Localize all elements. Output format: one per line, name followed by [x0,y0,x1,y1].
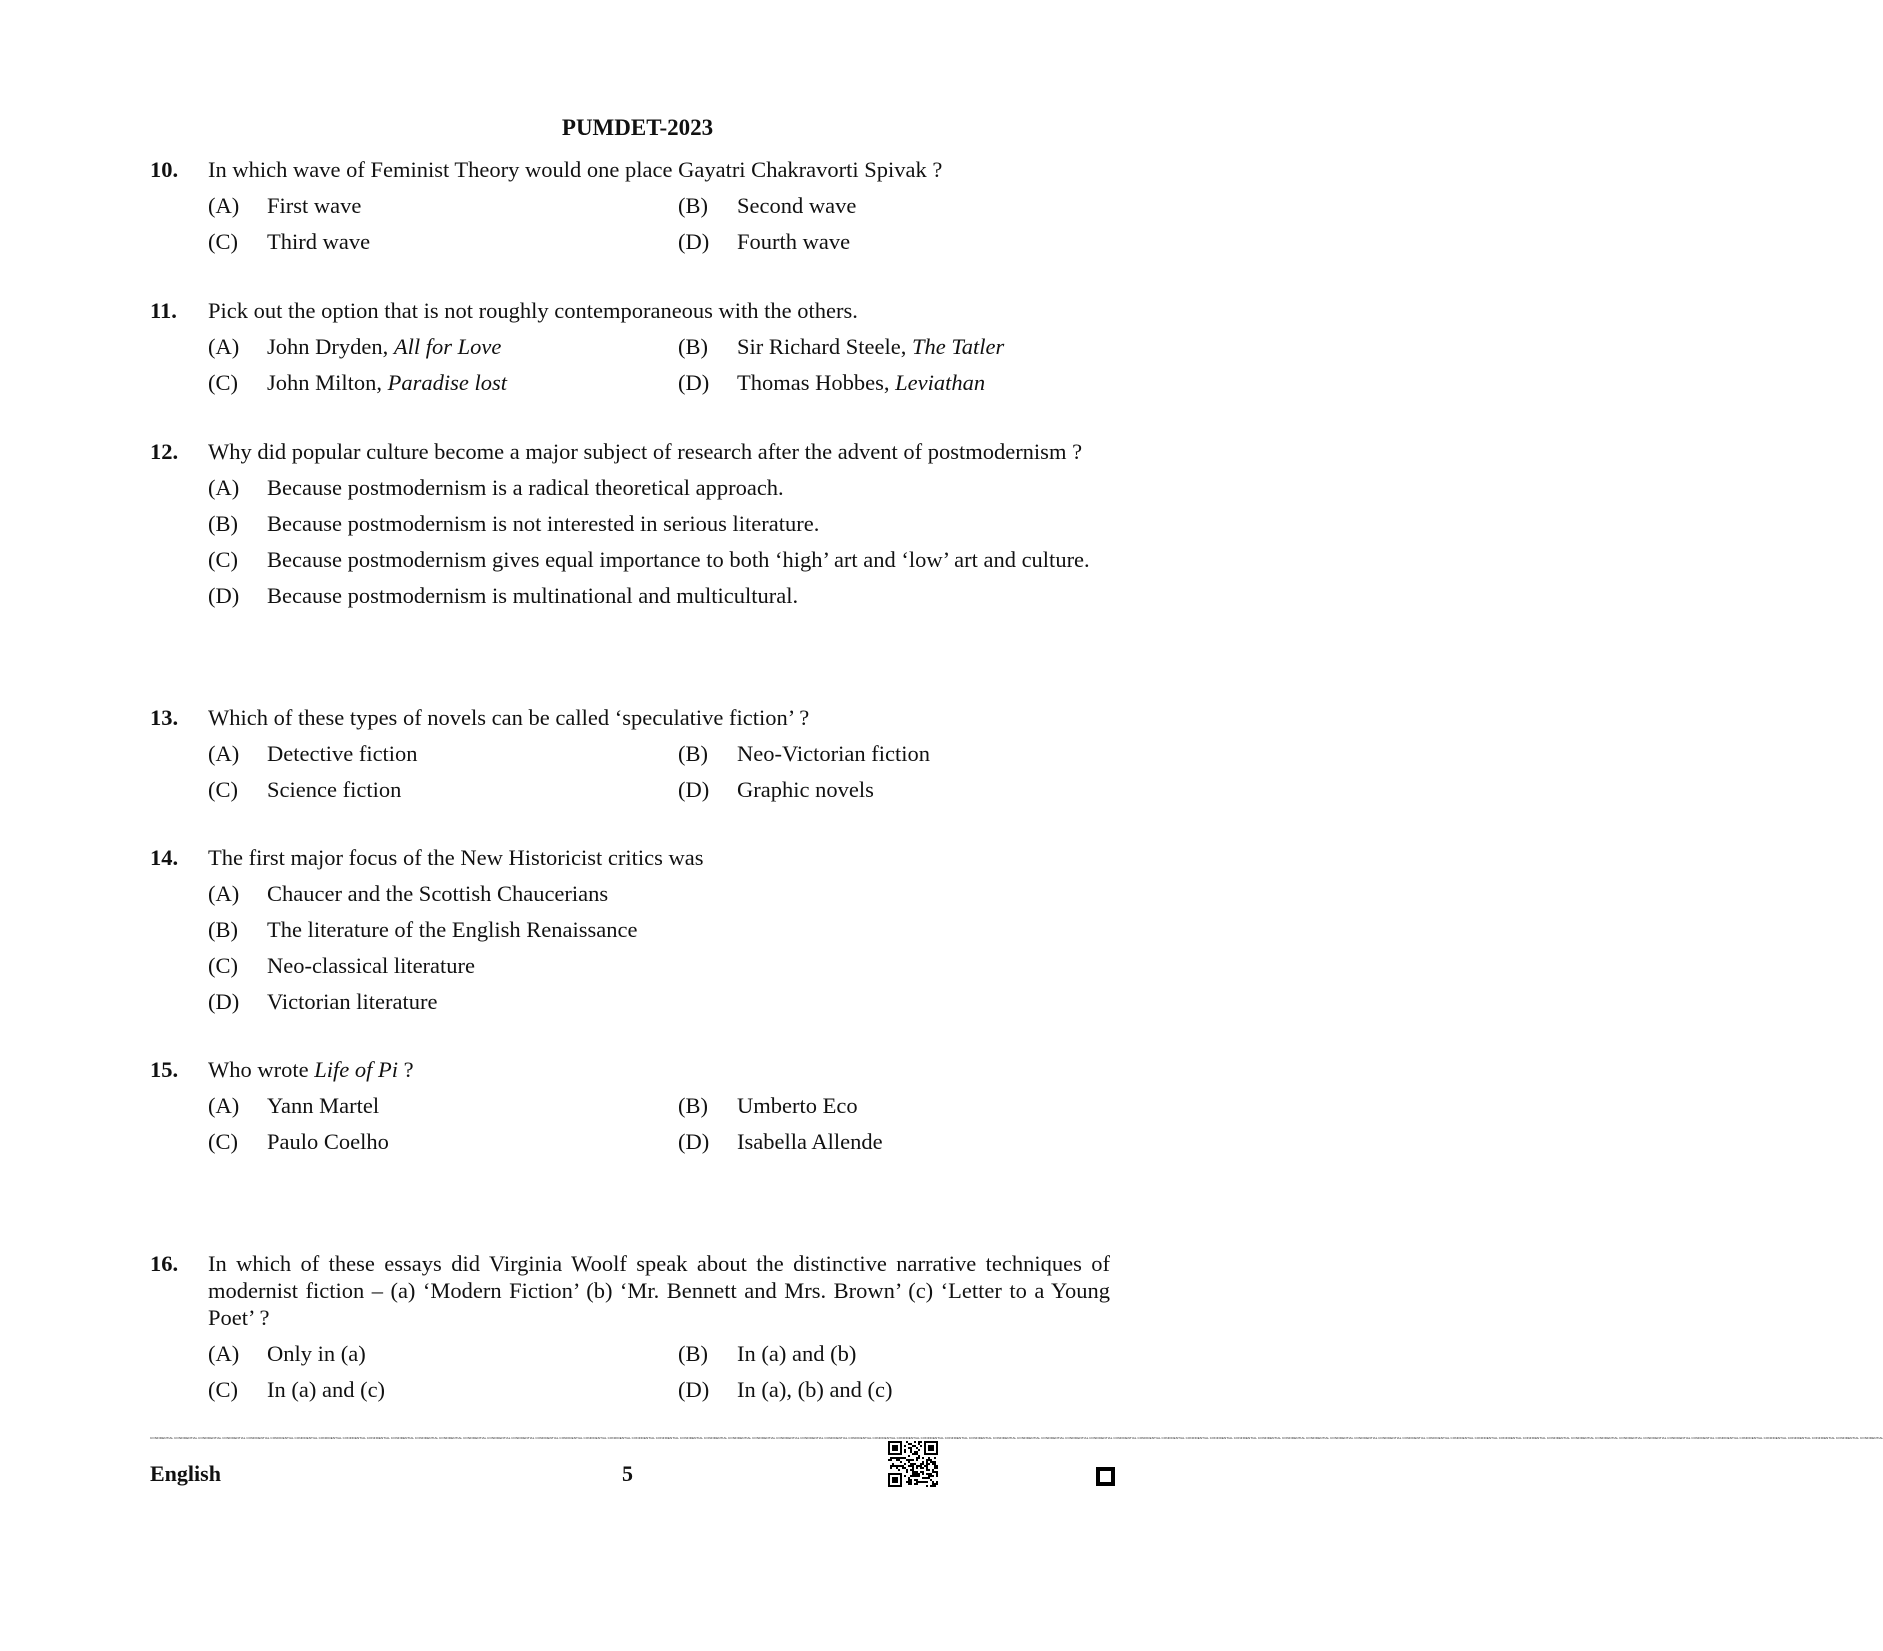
option-label: (A) [208,193,240,218]
option-label: (A) [208,1341,240,1366]
question-text: In which wave of Feminist Theory would one place Gayatri Chakravorti Spivak ? [208,157,943,182]
option-text: Chaucer and the Scottish Chaucerians [267,881,609,906]
option-text: First wave [267,193,362,218]
option-text: In (a) and (b) [737,1341,857,1366]
option-label: (D) [678,1129,710,1154]
option-text: Fourth wave [737,229,851,254]
option-label: (B) [678,741,708,766]
book-title: Life of Pi [314,1057,398,1082]
option-a [208,1340,678,1367]
option-d [208,988,1110,1015]
option-a [208,192,678,219]
question-13 [150,704,1110,803]
question-11 [150,297,1110,396]
option-label: (B) [678,334,708,359]
option-text: Because postmodernism is not interested in serious literature. [267,511,820,536]
question-text-tail: ? [397,1057,414,1082]
option-author: John Milton, [267,370,388,395]
option-label: (B) [208,511,238,536]
option-d [678,369,1118,396]
option-text: Because postmodernism is a radical theoretical approach. [267,475,784,500]
question-number: 12. [150,439,179,464]
question-text: The first major focus of the New Historicist critics was [208,845,704,870]
option-text: Because postmodernism gives equal importance to both ‘high’ art and ‘low’ art and culture. [267,547,1090,572]
option-text: The literature of the English Renaissance [267,917,638,942]
question-text-lead: Who wrote [208,1057,315,1082]
option-label: (C) [208,777,238,802]
page-number: 5 [622,1461,633,1486]
option-label: (B) [208,917,238,942]
qr-code-icon [888,1441,938,1487]
question-12 [150,438,1110,618]
option-title: Leviathan [895,370,986,395]
option-text: Detective fiction [267,741,418,766]
option-title: The Tatler [911,334,1005,359]
option-b [678,333,1118,360]
option-label: (B) [678,1341,708,1366]
option-text: Victorian literature [267,989,438,1014]
option-label: (B) [678,193,708,218]
option-text: Neo-classical literature [267,953,476,978]
option-text: Neo-Victorian fiction [737,741,930,766]
option-text: Isabella Allende [737,1129,883,1154]
option-label: (A) [208,475,240,500]
option-label: (D) [208,583,240,608]
option-author: Sir Richard Steele, [737,334,912,359]
option-text: In (a), (b) and (c) [737,1377,893,1402]
option-text: Science fiction [267,777,402,802]
option-d [208,582,1110,609]
option-text: In (a) and (c) [267,1377,386,1402]
question-15 [150,1056,1110,1155]
option-c [208,1376,678,1403]
option-b [208,916,1110,943]
option-label: (C) [208,229,238,254]
option-text [267,333,678,360]
option-d [678,228,1118,255]
option-b [678,1340,1118,1367]
option-b [678,1092,1118,1119]
option-text: Third wave [267,229,371,254]
option-a [208,880,1110,907]
option-author: John Dryden, [267,334,394,359]
confidential-strip: CONFIDENTIAL CONFIDENTIAL CONFIDENTIAL CONFIDENTIAL CONFIDENTIAL CONFIDENTIAL CONFIDENTIAL CONFIDENTIAL CONFIDENTIAL CONFIDENTIAL CONFIDENTIAL CONFIDENTIAL CONFIDENTIAL CONFIDENTIAL CONFIDENTIAL CONFIDENTIAL CONFIDENTIAL CONFIDENTIAL CONFIDENTIAL CONFIDENTIAL CONFIDENTIAL CONFIDENTIAL CONFIDENTIAL CONFIDENTIAL CONFIDENTIAL CONFIDENTIAL CONFIDENTIAL CONFIDENTIAL CONFIDENTIAL CONFIDENTIAL CONFIDENTIAL CONFIDENTIAL CONFIDENTIAL CONFIDENTIAL CONFIDENTIAL CONFIDENTIAL CONFIDENTIAL CONFIDENTIAL CONFIDENTIAL CONFIDENTIAL CONFIDENTIAL CONFIDENTIAL CONFIDENTIAL CONFIDENTIAL CONFIDENTIAL CONFIDENTIAL CONFIDENTIAL CONFIDENTIAL CONFIDENTIAL CONFIDENTIAL CONFIDENTIAL CONFIDENTIAL CONFIDENTIAL CONFIDENTIAL CONFIDENTIAL CONFIDENTIAL CONFIDENTIAL CONFIDENTIAL CONFIDENTIAL CONFIDENTIAL CONFIDENTIAL CONFIDENTIAL CONFIDENTIAL CONFIDENTIAL CONFIDENTIAL CONFIDENTIAL CONFIDENTIAL CONFIDENTIAL CONFIDENTIAL CONFIDENTIAL CONFIDENTIAL CONFIDENTIAL [150,1436,1883,1440]
option-text: Second wave [737,193,857,218]
question-number: 10. [150,157,179,182]
option-label: (C) [208,1377,238,1402]
question-text: In which of these essays did Virginia Woolf speak about the distinctive narrative techniques of modernist fiction – (a) ‘Modern Fiction’ (b) ‘Mr. Bennett and Mrs. Brown’ (c) ‘Letter to a Young Poet’ ? [208,1251,1110,1330]
option-label: (A) [208,881,240,906]
option-b [678,740,1118,767]
option-text [737,369,1118,396]
option-a [208,474,1110,501]
option-c [208,546,1110,573]
option-label: (D) [678,1377,710,1402]
option-text [737,333,1118,360]
option-a [208,1092,678,1119]
option-text: Umberto Eco [737,1093,858,1118]
question-14 [150,844,1110,1024]
question-10 [150,156,1110,255]
option-c [208,1128,678,1155]
option-c [208,776,678,803]
option-text: Only in (a) [267,1341,366,1366]
question-number: 13. [150,705,179,730]
question-16 [150,1250,1110,1403]
option-label: (D) [208,989,240,1014]
option-label: (C) [208,547,238,572]
option-a [208,740,678,767]
option-label: (C) [208,953,238,978]
option-label: (D) [678,777,710,802]
question-number: 16. [150,1251,179,1276]
question-text: Why did popular culture become a major subject of research after the advent of postmodernism ? [208,439,1083,464]
option-label: (A) [208,334,240,359]
option-c [208,952,1110,979]
option-d [678,776,1118,803]
question-number: 11. [150,298,177,323]
option-b [678,192,1118,219]
option-label: (C) [208,370,238,395]
question-number: 15. [150,1057,179,1082]
footer-subject: English [150,1461,221,1486]
square-marker-icon [1096,1467,1115,1486]
option-label: (B) [678,1093,708,1118]
option-label: (C) [208,1129,238,1154]
option-label: (A) [208,741,240,766]
option-text: Yann Martel [267,1093,380,1118]
option-c [208,369,678,396]
question-text [208,1056,1110,1083]
option-title: All for Love [393,334,502,359]
option-text [267,369,678,396]
option-c [208,228,678,255]
option-a [208,333,678,360]
option-b [208,510,1110,537]
option-d [678,1376,1118,1403]
option-text: Graphic novels [737,777,874,802]
question-text: Pick out the option that is not roughly contemporaneous with the others. [208,298,858,323]
option-label: (D) [678,370,710,395]
option-label: (D) [678,229,710,254]
option-text: Because postmodernism is multinational and multicultural. [267,583,799,608]
option-label: (A) [208,1093,240,1118]
option-d [678,1128,1118,1155]
question-text: Which of these types of novels can be called ‘speculative fiction’ ? [208,705,810,730]
page-title: PUMDET-2023 [561,115,714,140]
option-title: Paradise lost [387,370,508,395]
option-text: Paulo Coelho [267,1129,389,1154]
option-author: Thomas Hobbes, [737,370,896,395]
question-number: 14. [150,845,179,870]
